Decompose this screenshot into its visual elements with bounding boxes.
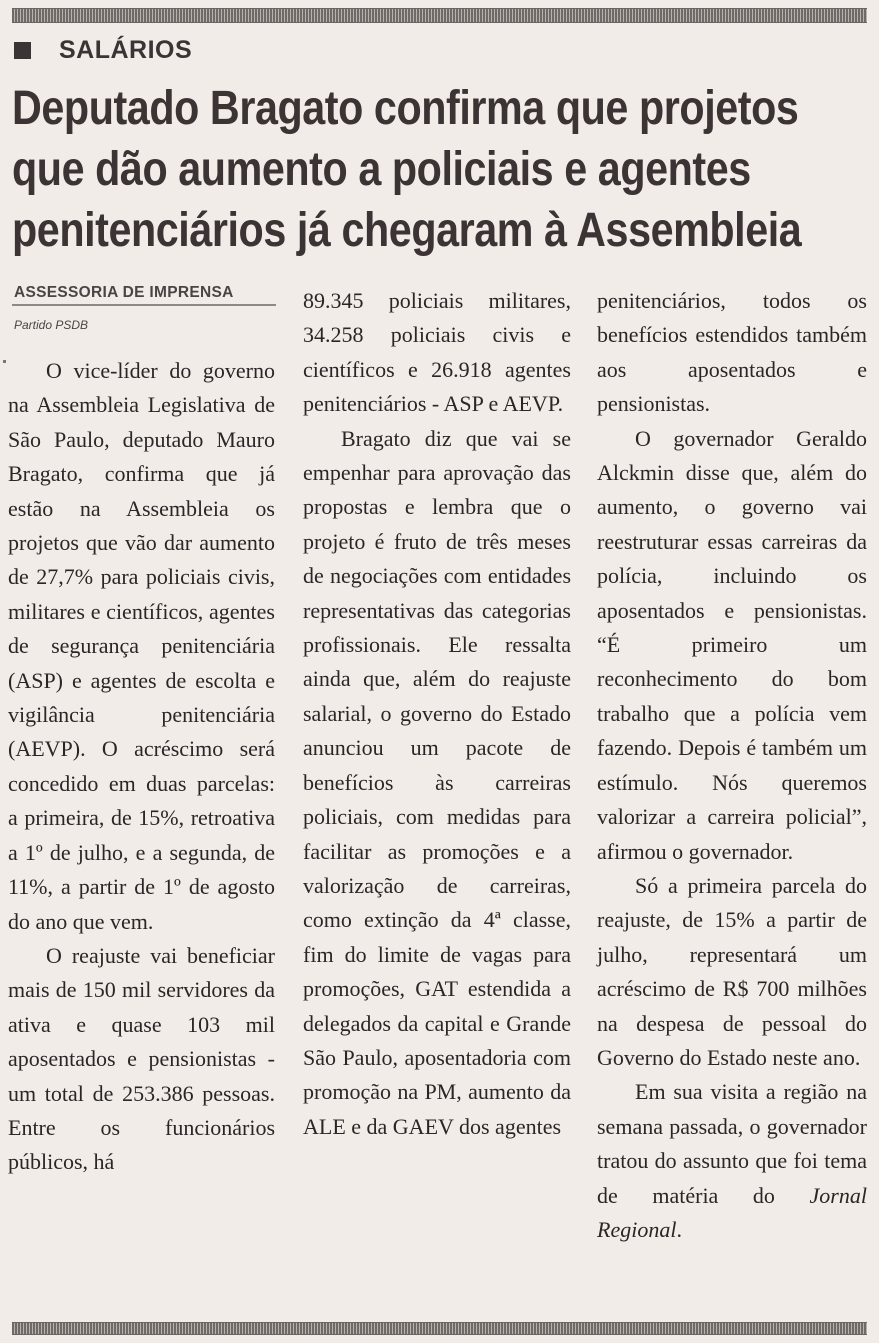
paragraph-4: O governador Geraldo Alckmin disse que, além do aumento, o governo vai reestruturar essas carreiras da polícia, incluindo os aposentados e pensionistas. “É primeiro um reconhecimento do bom trabalho que a polícia vem fazendo. Depois é também um estímulo. Nós queremos valorizar a carreira policial”, afirmou o governador. — [597, 425, 867, 864]
article-column-2 — [303, 284, 571, 1144]
bottom-border-rule — [12, 1322, 867, 1335]
section-square-icon — [14, 42, 31, 59]
paragraph-2-continued: 89.345 policiais militares, 34.258 policiais civis e científicos e 26.918 agentes penitenciários - ASP e AEVP. — [303, 288, 571, 417]
paragraph-1: O vice-líder do governo na Assembleia Legislativa de São Paulo, deputado Mauro Bragato, confirma que já estão na Assembleia os projetos que vão dar aumento de 27,7% para policiais civis, militares e científicos, agentes de segurança penitenciária (ASP) e agentes de escolta e vigilância penitenciária (AEVP). O acréscimo será concedido em duas parcelas: a primeira, de 15%, retroativa a 1º de julho, e a segunda, de 11%, a partir de 1º de agosto do ano que vem. — [8, 358, 275, 934]
section-label: SALÁRIOS — [59, 36, 193, 64]
byline-author: ASSESSORIA DE IMPRENSA — [14, 284, 234, 301]
headline-line-3: penitenciários já chegaram à Assembleia — [12, 204, 802, 257]
margin-dot — [3, 360, 6, 363]
headline-line-1: Deputado Bragato confirma que projetos — [12, 82, 799, 135]
headline — [12, 78, 802, 261]
paragraph-3: Bragato diz que vai se empenhar para aprovação das propostas e lembra que o projeto é fruto de três meses de negociações com entidades representativas das categorias profissionais. Ele ressalta ainda que, além do reajuste salarial, o governo do Estado anunciou um pacote de benefícios às carreiras policiais, com medidas para facilitar as promoções e a valorização de carreiras, como extinção da 4ª classe, fim do limite de vagas para promoções, GAT estendida a delegados da capital e Grande São Paulo, aposentadoria com promoção na PM, aumento da ALE e da GAEV dos agentes — [303, 425, 571, 1139]
paragraph-3-continued: penitenciários, todos os benefícios estendidos também aos aposentados e pensionistas. — [597, 288, 867, 417]
paragraph-2: O reajuste vai beneficiar mais de 150 mil servidores da ativa e quase 103 mil aposentados e pensionistas - um total de 253.386 pessoas. Entre os funcionários públicos, há — [8, 942, 275, 1175]
headline-line-2: que dão aumento a policiais e agentes — [12, 143, 751, 196]
byline-party: Partido PSDB — [14, 318, 89, 332]
paragraph-6-end: . — [676, 1216, 682, 1242]
newspaper-name: Jornal Regional — [597, 1182, 867, 1242]
article-column-1 — [8, 354, 275, 1180]
byline-divider — [12, 304, 276, 306]
paragraph-6 — [597, 1075, 867, 1247]
section-header — [14, 36, 192, 65]
top-border-rule — [12, 8, 867, 23]
paragraph-5: Só a primeira parcela do reajuste, de 15% a partir de julho, representará um acréscimo de R$ 700 milhões na despesa de pessoal do Governo do Estado neste ano. — [597, 872, 867, 1070]
paragraph-6-text: Em sua visita a região na semana passada, o governador tratou do assunto que foi tema de matéria do — [597, 1079, 867, 1208]
article-column-3 — [597, 284, 867, 1247]
